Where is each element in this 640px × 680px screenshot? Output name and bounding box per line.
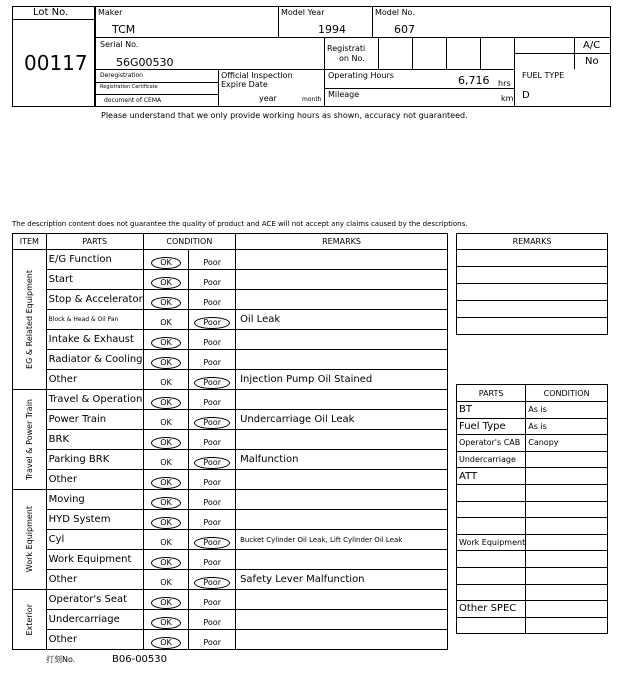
right-part-name	[457, 484, 526, 501]
right-part-name: Fuel Type	[457, 418, 526, 435]
condition-poor: Poor	[203, 398, 221, 407]
right-part-condition	[526, 501, 608, 518]
condition-ok: OK	[160, 538, 172, 547]
condition-poor: Poor	[203, 298, 221, 307]
model-no-value: 607	[394, 23, 415, 36]
condition-ok-cell[interactable]	[143, 390, 189, 410]
col-parts: PARTS	[46, 234, 143, 250]
right-remarks-row	[457, 267, 608, 284]
lot-label: Lot No.	[33, 7, 69, 18]
condition-ok-cell[interactable]	[143, 370, 189, 390]
condition-poor: Poor	[194, 377, 230, 389]
part-name: Moving	[46, 490, 143, 510]
condition-ok-cell[interactable]	[143, 590, 189, 610]
table-row	[13, 530, 448, 550]
condition-poor-cell[interactable]	[189, 510, 236, 530]
condition-ok: OK	[160, 418, 172, 427]
condition-poor: Poor	[203, 438, 221, 447]
condition-ok: OK	[151, 497, 181, 509]
month-label: month	[302, 96, 322, 103]
ac-label: A/C	[583, 40, 601, 51]
condition-poor-cell[interactable]	[189, 490, 236, 510]
remark	[236, 390, 448, 410]
condition-poor: Poor	[203, 618, 221, 627]
condition-ok: OK	[151, 637, 181, 649]
condition-poor-cell[interactable]	[189, 450, 236, 470]
table-row	[13, 610, 448, 630]
condition-ok-cell[interactable]	[143, 630, 189, 650]
condition-ok-cell[interactable]	[143, 250, 189, 270]
right-col-condition: CONDITION	[526, 385, 608, 402]
condition-ok: OK	[151, 277, 181, 289]
condition-ok-cell[interactable]	[143, 530, 189, 550]
remark	[236, 250, 448, 270]
part-name: Parking BRK	[46, 450, 143, 470]
remark	[236, 470, 448, 490]
condition-ok-cell[interactable]	[143, 270, 189, 290]
condition-poor-cell[interactable]	[189, 290, 236, 310]
right-remarks-row	[457, 284, 608, 301]
condition-poor-cell[interactable]	[189, 390, 236, 410]
condition-poor-cell[interactable]	[189, 270, 236, 290]
condition-poor-cell[interactable]	[189, 250, 236, 270]
condition-ok: OK	[151, 257, 181, 269]
group-label-text: Exterior	[24, 603, 34, 636]
remark	[236, 630, 448, 650]
maker-label: Maker	[98, 8, 123, 17]
condition-ok-cell[interactable]	[143, 450, 189, 470]
model-no-label: Model No.	[375, 8, 415, 17]
cema-label: document of CEMA	[104, 97, 162, 104]
condition-poor: Poor	[203, 478, 221, 487]
operating-hours-label: Operating Hours	[328, 71, 394, 80]
remark	[236, 430, 448, 450]
condition-poor: Poor	[203, 518, 221, 527]
right-remarks-table	[456, 233, 608, 335]
right-part-condition: As is	[526, 418, 608, 435]
right-part-condition	[526, 584, 608, 601]
right-part-name: BT	[457, 402, 526, 419]
condition-poor: Poor	[203, 558, 221, 567]
table-row	[13, 430, 448, 450]
right-parts-row	[457, 567, 608, 584]
inspection-label-2: Expire Date	[221, 80, 268, 89]
part-name: Other	[46, 470, 143, 490]
condition-ok: OK	[160, 458, 172, 467]
table-row	[13, 590, 448, 610]
condition-poor: Poor	[194, 537, 230, 549]
inspection-label-1: Official Inspection	[221, 71, 293, 80]
part-name: Other	[46, 370, 143, 390]
group-label-text: Work Equipment	[24, 506, 34, 573]
serial-value: 56G00530	[116, 56, 174, 69]
right-part-name	[457, 518, 526, 535]
condition-poor: Poor	[203, 598, 221, 607]
right-part-condition	[526, 567, 608, 584]
part-name: Block & Head & Oil Pan	[46, 310, 143, 330]
right-part-condition	[526, 518, 608, 535]
right-part-condition	[526, 484, 608, 501]
right-parts-row	[457, 551, 608, 568]
condition-ok-cell[interactable]	[143, 310, 189, 330]
col-condition: CONDITION	[143, 234, 235, 250]
part-name: Radiator & Cooling	[46, 350, 143, 370]
hrs-label: hrs	[498, 79, 511, 88]
condition-poor-cell[interactable]	[189, 630, 236, 650]
right-part-name	[457, 617, 526, 634]
condition-poor: Poor	[203, 638, 221, 647]
right-parts-row	[457, 435, 608, 452]
right-part-name: Undercarriage	[457, 451, 526, 468]
fuel-type-label: FUEL TYPE	[522, 71, 565, 80]
part-name: BRK	[46, 430, 143, 450]
condition-poor-cell[interactable]	[189, 610, 236, 630]
right-part-name: Other SPEC	[457, 601, 526, 618]
maker-value: TCM	[112, 23, 136, 36]
table-row	[13, 470, 448, 490]
right-parts-row	[457, 451, 608, 468]
remark	[236, 550, 448, 570]
group-label-text: Travel & Power Train	[24, 398, 34, 481]
right-parts-row	[457, 518, 608, 535]
condition-poor: Poor	[203, 498, 221, 507]
group-label	[13, 590, 47, 650]
condition-ok-cell[interactable]	[143, 430, 189, 450]
condition-ok-cell[interactable]	[143, 470, 189, 490]
remark	[236, 510, 448, 530]
lot-number: 00117	[24, 51, 88, 75]
stamp-no-label: 打刻No.	[46, 655, 76, 664]
remark	[236, 610, 448, 630]
remark: Safety Lever Malfunction	[236, 570, 448, 590]
right-parts-row	[457, 617, 608, 634]
hours-notice: Please understand that we only provide working hours as shown, accuracy not guaranteed.	[101, 111, 468, 120]
remark	[236, 490, 448, 510]
remark	[236, 290, 448, 310]
remark: Malfunction	[236, 450, 448, 470]
condition-ok-cell[interactable]	[143, 330, 189, 350]
condition-ok: OK	[151, 517, 181, 529]
condition-poor-cell[interactable]	[189, 350, 236, 370]
right-part-condition	[526, 601, 608, 618]
table-row	[13, 310, 448, 330]
condition-ok: OK	[151, 617, 181, 629]
right-col-parts: PARTS	[457, 385, 526, 402]
right-parts-row	[457, 601, 608, 618]
condition-poor-cell[interactable]	[189, 530, 236, 550]
part-name: Cyl	[46, 530, 143, 550]
condition-poor-cell[interactable]	[189, 310, 236, 330]
remark: Oil Leak	[236, 310, 448, 330]
condition-poor: Poor	[194, 317, 230, 329]
mileage-label: Mileage	[328, 90, 360, 99]
right-part-name	[457, 584, 526, 601]
condition-poor: Poor	[203, 338, 221, 347]
condition-ok-cell[interactable]	[143, 350, 189, 370]
right-remarks-row	[457, 318, 608, 335]
year-label: year	[259, 94, 277, 103]
right-remarks-cell	[457, 250, 608, 267]
ac-value: No	[585, 56, 599, 67]
condition-poor-cell[interactable]	[189, 570, 236, 590]
part-name: Operator's Seat	[46, 590, 143, 610]
right-parts-row	[457, 402, 608, 419]
deregistration-label: Deregistration	[100, 72, 143, 79]
table-row	[13, 250, 448, 270]
remark: Undercarriage Oil Leak	[236, 410, 448, 430]
right-part-condition	[526, 534, 608, 551]
condition-ok: OK	[160, 318, 172, 327]
right-part-condition: As is	[526, 402, 608, 419]
condition-poor-cell[interactable]	[189, 590, 236, 610]
table-row	[13, 490, 448, 510]
right-part-name: ATT	[457, 468, 526, 485]
registration-label-2: on No.	[339, 54, 365, 63]
table-row	[13, 450, 448, 470]
condition-ok: OK	[151, 397, 181, 409]
condition-poor: Poor	[203, 358, 221, 367]
part-name: Undercarriage	[46, 610, 143, 630]
part-name: HYD System	[46, 510, 143, 530]
remark: Bucket Cylinder Oil Leak, Lift Cylinder Oil Leak	[236, 530, 448, 550]
part-name: Stop & Accelerator	[46, 290, 143, 310]
right-remarks-row	[457, 250, 608, 267]
right-part-condition	[526, 451, 608, 468]
km-label: km	[501, 94, 514, 103]
table-row	[13, 350, 448, 370]
condition-ok: OK	[160, 578, 172, 587]
part-name: Intake & Exhaust	[46, 330, 143, 350]
condition-ok-cell[interactable]	[143, 410, 189, 430]
model-year-label: Model Year	[281, 8, 325, 17]
part-name: Power Train	[46, 410, 143, 430]
right-part-condition	[526, 468, 608, 485]
right-remarks-cell	[457, 301, 608, 318]
condition-ok: OK	[151, 597, 181, 609]
condition-poor-cell[interactable]	[189, 550, 236, 570]
table-row	[13, 410, 448, 430]
right-part-condition	[526, 617, 608, 634]
condition-poor-cell[interactable]	[189, 410, 236, 430]
group-label-text: EG & Related Equipment	[24, 270, 34, 369]
right-remarks-row	[457, 301, 608, 318]
operating-hours-value: 6,716	[458, 74, 490, 87]
remark	[236, 330, 448, 350]
condition-ok-cell[interactable]	[143, 570, 189, 590]
fuel-type-value: D	[522, 90, 530, 101]
right-parts-row	[457, 418, 608, 435]
table-row	[13, 510, 448, 530]
right-parts-row	[457, 501, 608, 518]
right-part-name	[457, 501, 526, 518]
disclaimer: The description content does not guarantee the quality of product and ACE will not accept any claims caused by the descriptions.	[12, 220, 468, 228]
condition-ok: OK	[151, 437, 181, 449]
table-row	[13, 290, 448, 310]
condition-ok: OK	[151, 477, 181, 489]
part-name: Start	[46, 270, 143, 290]
part-name: Other	[46, 570, 143, 590]
registration-certificate-label: Registration Certificate	[100, 84, 158, 90]
remark	[236, 270, 448, 290]
part-name: E/G Function	[46, 250, 143, 270]
condition-ok: OK	[151, 357, 181, 369]
group-label	[13, 490, 47, 590]
right-part-condition: Canopy	[526, 435, 608, 452]
right-remarks-header: REMARKS	[457, 234, 608, 250]
condition-poor-cell[interactable]	[189, 330, 236, 350]
condition-ok-cell[interactable]	[143, 290, 189, 310]
condition-poor: Poor	[203, 258, 221, 267]
right-remarks-cell	[457, 318, 608, 335]
condition-ok-cell[interactable]	[143, 550, 189, 570]
condition-ok: OK	[151, 337, 181, 349]
right-part-name	[457, 551, 526, 568]
right-parts-row	[457, 468, 608, 485]
col-item: ITEM	[13, 234, 47, 250]
condition-poor: Poor	[203, 278, 221, 287]
condition-ok-cell[interactable]	[143, 490, 189, 510]
part-name: Other	[46, 630, 143, 650]
part-name: Travel & Operation	[46, 390, 143, 410]
right-remarks-cell	[457, 284, 608, 301]
condition-poor-cell[interactable]	[189, 370, 236, 390]
condition-ok-cell[interactable]	[143, 510, 189, 530]
condition-poor: Poor	[194, 577, 230, 589]
condition-ok: OK	[151, 297, 181, 309]
condition-ok: OK	[151, 557, 181, 569]
right-part-name: Work Equipment	[457, 534, 526, 551]
right-parts-table	[456, 384, 608, 634]
table-row	[13, 270, 448, 290]
table-row	[13, 570, 448, 590]
right-parts-row	[457, 584, 608, 601]
condition-ok-cell[interactable]	[143, 610, 189, 630]
remark	[236, 350, 448, 370]
table-row	[13, 330, 448, 350]
group-label	[13, 390, 47, 490]
right-part-condition	[526, 551, 608, 568]
condition-poor: Poor	[194, 457, 230, 469]
right-remarks-cell	[457, 267, 608, 284]
condition-ok: OK	[160, 378, 172, 387]
right-part-name: Operator's CAB	[457, 435, 526, 452]
col-remarks: REMARKS	[236, 234, 448, 250]
serial-label: Serial No.	[100, 40, 139, 49]
model-year-value: 1994	[318, 23, 346, 36]
table-row	[13, 630, 448, 650]
condition-poor: Poor	[194, 417, 230, 429]
remark	[236, 590, 448, 610]
group-label	[13, 250, 47, 390]
remark: Injection Pump Oil Stained	[236, 370, 448, 390]
condition-poor-cell[interactable]	[189, 470, 236, 490]
table-row	[13, 550, 448, 570]
registration-label-1: Registrati	[327, 44, 366, 53]
stamp-no-value: B06-00530	[112, 654, 168, 665]
condition-poor-cell[interactable]	[189, 430, 236, 450]
right-parts-row	[457, 484, 608, 501]
right-part-name	[457, 567, 526, 584]
condition-table	[12, 233, 448, 650]
right-parts-row	[457, 534, 608, 551]
part-name: Work Equipment	[46, 550, 143, 570]
table-row	[13, 370, 448, 390]
table-row	[13, 390, 448, 410]
